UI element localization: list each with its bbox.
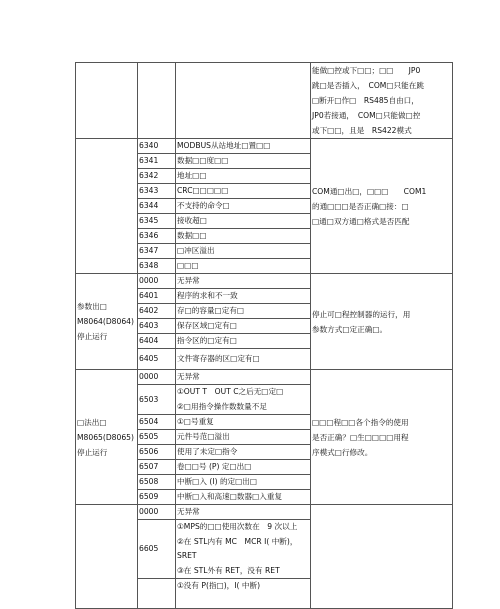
error-code: 6346 <box>138 229 176 244</box>
error-code: 0000 <box>138 274 176 289</box>
description-cell: □□□程□□各个指令的使用 是否正确？□生□□□□用程 序模式□行修改。 <box>311 370 453 505</box>
description-cell: 能做□控或下□□；□□ JP0 跳□是否插入， COM□只能在跳 □断开□作□ RS485自由口， JP0若接通， COM□只能做□控 或下□□，且是 RS422模式 <box>311 63 453 139</box>
table-row <box>76 505 453 520</box>
error-text: ①OUT T OUT C之后无□定□ ②□用指令操作数数量不足 <box>176 385 311 415</box>
error-text: □冲区溢出 <box>176 244 311 259</box>
error-text: 数据□□度□□ <box>176 154 311 169</box>
error-code: 0000 <box>138 505 176 520</box>
error-code: 0000 <box>138 370 176 385</box>
error-text: 保存区域□定有□ <box>176 319 311 334</box>
category-cell: 参数出□ M8064(D8064) 停止运行 <box>76 274 138 370</box>
error-text: 程序的求和不一致 <box>176 289 311 304</box>
error-code: 6340 <box>138 139 176 154</box>
error-text: 无异常 <box>176 370 311 385</box>
error-text: 中断□入 (I) 的定□出□ <box>176 475 311 490</box>
error-code: 6401 <box>138 289 176 304</box>
error-text: 中断□入和高速□数器□入重复 <box>176 490 311 505</box>
table-row <box>76 139 453 154</box>
error-code: 6506 <box>138 445 176 460</box>
error-text: □□□ <box>176 259 311 274</box>
category-cell <box>76 139 138 274</box>
error-code: 6348 <box>138 259 176 274</box>
error-code: 6503 <box>138 385 176 415</box>
document-page <box>75 62 452 590</box>
error-text: 地址□□ <box>176 169 311 184</box>
error-text: ①没有 P(指□)，I( 中断) <box>176 579 311 609</box>
table-row <box>76 370 453 385</box>
error-text: 文件寄存器的区□定有□ <box>176 349 311 370</box>
error-code: 6509 <box>138 490 176 505</box>
error-code-table <box>75 62 453 609</box>
error-code: 6347 <box>138 244 176 259</box>
error-text: ①MPS的□□使用次数在 9 次以上 ②在 STL内有 MC MCR I( 中断)， SRET ③在 STL外有 RET，没有 RET <box>176 520 311 579</box>
error-code: 6343 <box>138 184 176 199</box>
error-code: 6344 <box>138 199 176 214</box>
category-cell <box>76 505 138 609</box>
error-code: 6507 <box>138 460 176 475</box>
error-text: 指令区的□定有□ <box>176 334 311 349</box>
error-text: 不支持的命令□ <box>176 199 311 214</box>
error-text: ①□号重复 <box>176 415 311 430</box>
error-code: 6403 <box>138 319 176 334</box>
category-cell: □法出□ M8065(D8065) 停止运行 <box>76 370 138 505</box>
error-text: 卷□□号 (P) 定□出□ <box>176 460 311 475</box>
error-code <box>138 579 176 609</box>
error-text: 存□的容量□定有□ <box>176 304 311 319</box>
error-text: 无异常 <box>176 505 311 520</box>
error-text: CRC□□□□□ <box>176 184 311 199</box>
text-cell <box>176 63 311 139</box>
error-code: 6508 <box>138 475 176 490</box>
description-cell <box>311 505 453 609</box>
table-row <box>76 274 453 289</box>
error-text: 使用了未定□指令 <box>176 445 311 460</box>
description-cell: COM通□出□，□□□ COM1 的通□□□是否正确□接：□ □通□双方通□格式是否匹配 <box>311 139 453 274</box>
error-text: 接收超□ <box>176 214 311 229</box>
error-code: 6341 <box>138 154 176 169</box>
error-code: 6402 <box>138 304 176 319</box>
error-code: 6504 <box>138 415 176 430</box>
description-cell: 停止可□程控制器的运行，用 参数方式□定正确□。 <box>311 274 453 370</box>
error-text: MODBUS从站地址□置□□ <box>176 139 311 154</box>
category-cell <box>76 63 138 139</box>
error-text: 数据□□ <box>176 229 311 244</box>
error-text: 元件号范□溢出 <box>176 430 311 445</box>
error-code: 6345 <box>138 214 176 229</box>
error-code: 6505 <box>138 430 176 445</box>
error-code: 6342 <box>138 169 176 184</box>
error-code: 6605 <box>138 520 176 579</box>
error-text: 无异常 <box>176 274 311 289</box>
code-cell <box>138 63 176 139</box>
error-code: 6404 <box>138 334 176 349</box>
error-code: 6405 <box>138 349 176 370</box>
table-row <box>76 63 453 139</box>
